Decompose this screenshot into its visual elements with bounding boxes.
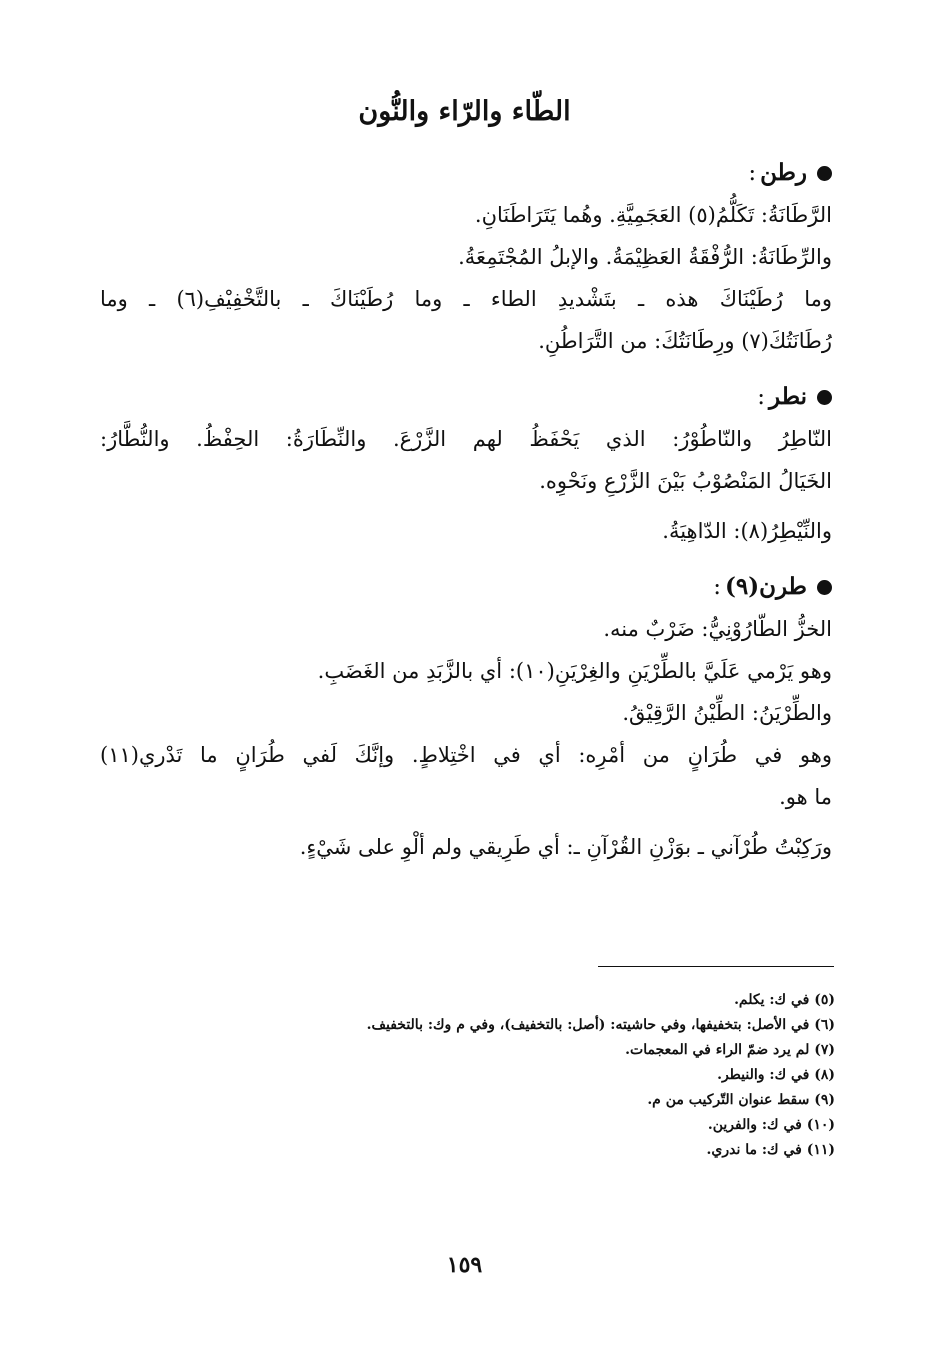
footnote: (٩) سقط عنوان التّركيب من م. [647, 1092, 835, 1108]
entry-colon: : [757, 384, 766, 410]
entry-heading [100, 566, 832, 608]
entry-natara [100, 376, 832, 552]
entry-heading [100, 376, 832, 418]
footnote: (٧) لم يرد ضمّ الراء في المعجمات. [625, 1042, 835, 1058]
entry-root: رطن [760, 159, 807, 186]
bullet-icon [817, 166, 832, 181]
entry-heading [100, 152, 832, 194]
entry-line: والرِّطَانَةُ: الرُّفْقَةُ العَظِيْمَةُ. والإبلُ المُجْتَمِعَةُ. [458, 245, 832, 269]
footnote: (١١) في ك: ما ندري. [706, 1142, 835, 1158]
entry-line: وهو يَرْمي عَلَيَّ بالطِّرْيَنِ والغِرْيَنِ(١٠): أي بالزَّبَدِ من الغَضَبِ. [317, 659, 832, 683]
footnotes [100, 988, 835, 1163]
entry-line: رُطَانَتُكَ(٧) ورِطَانَتُكَ: من التَّرَاطُنِ. [538, 329, 832, 353]
section-title: الطّاء والرّاء والنُّون [358, 96, 571, 127]
entry-root: طرن(٩) [724, 573, 807, 600]
bullet-icon [817, 390, 832, 405]
entry-ratana [100, 152, 832, 362]
bullet-icon [817, 580, 832, 595]
entry-line: ما هو. [779, 785, 832, 809]
footnote: (١٠) في ك: والفرين. [707, 1117, 835, 1133]
footnote: (٥) في ك: يكلم. [734, 992, 835, 1008]
entry-tarana [100, 566, 832, 868]
entry-root: نطر [769, 383, 807, 410]
entry-line: وما رُطَيْنَاكَ هذه ـ بتَشْديدِ الطاء ـ وما رُطَيْنَاكَ ـ بالتَّخْفِيْفِ(٦) ـ وما [100, 287, 832, 311]
footnote: (٨) في ك: والنيطر. [717, 1067, 835, 1083]
entry-line: وهو في طُرَانٍ من أمْرِه: أي في اخْتِلاطٍ. وإنَّكَ لَفي طُرَانٍ ما تَدْري(١١) [100, 743, 832, 767]
entry-line: النّاطِرُ والنّاطُوْرُ: الذي يَحْفَظُ لهم الزَّرْعَ. والنِّطَارَةُ: الحِفْظُ. والنُّطَّارُ: [100, 427, 832, 451]
entry-line: الخزُّ الطّارُوْنِيُّ: ضَرْبٌ منه. [603, 617, 832, 641]
footnote: (٦) في الأصل: بتخفيفها، وفي حاشيته: (أصل: بالتخفيف)، وفي م وك: بالتخفيف. [366, 1017, 835, 1033]
entry-colon: : [748, 160, 757, 186]
entry-line: والطِّرْيَنُ: الطِّيْنُ الرَّقِيْقُ. [622, 701, 832, 725]
dictionary-entries [100, 152, 832, 882]
entry-line: الخَيَالُ المَنْصُوْبُ بَيْنَ الزَّرْعِ ونَحْوِه. [539, 469, 832, 493]
footnote-divider [598, 966, 834, 967]
entry-colon: : [713, 574, 721, 600]
entry-line: ورَكِبْتُ طُرْآني ـ بوَزْنِ القُرْآنِ ـ: أي طَرِيقي ولم ألْوِ على شَيْءٍ. [299, 835, 832, 859]
page-number: ١٥٩ [446, 1252, 483, 1278]
entry-line: الرَّطَانَةُ: تَكَلُّمُ(٥) العَجَمِيَّةِ. وهُما يَتَرَاطَنَانِ. [474, 203, 832, 227]
entry-line: والنِّيْطِرُ(٨): الدّاهِيَةُ. [662, 519, 832, 543]
